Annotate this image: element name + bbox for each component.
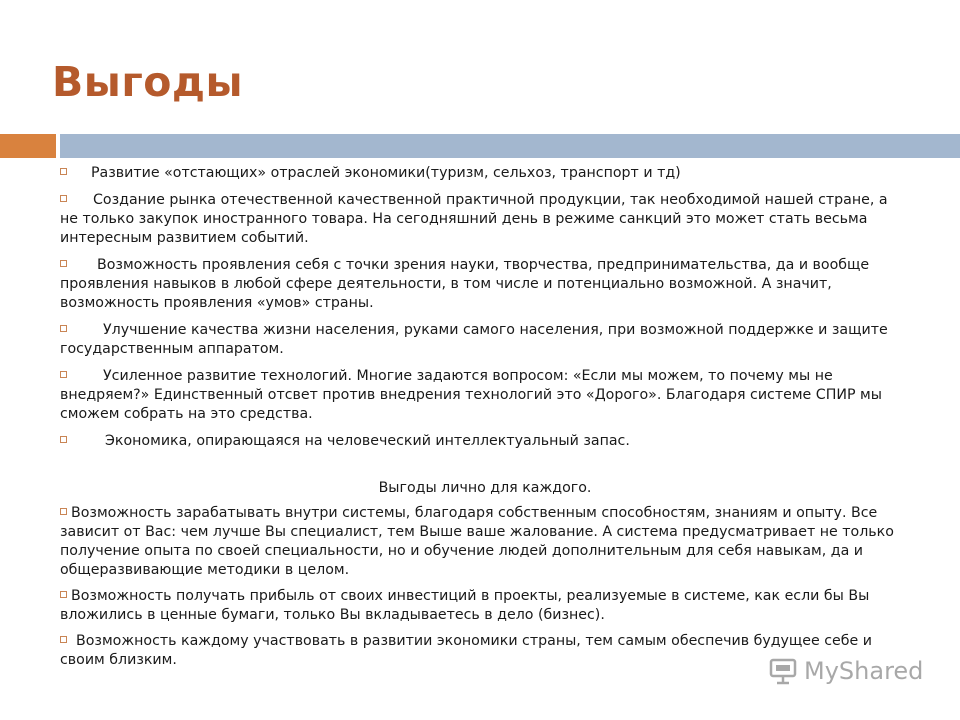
section-subheading: Выгоды лично для каждого.: [378, 480, 592, 496]
list-item: [60, 587, 910, 625]
list-item: [60, 504, 910, 580]
list-item-text: Развитие «отстающих» отраслей экономики(туризм, сельхоз, транспорт и тд): [91, 165, 681, 181]
list-item-text: Возможность каждому участвовать в развитии экономики страны, тем самым обеспечив будущее себе и своим близким.: [60, 633, 872, 668]
list-item: [60, 432, 910, 451]
list-item: [60, 321, 910, 359]
list-item: [60, 191, 910, 248]
square-bullet-icon: [60, 436, 67, 443]
list-item: [60, 367, 910, 424]
slide-content: [60, 164, 910, 677]
list-item: [60, 164, 910, 183]
square-bullet-icon: [60, 260, 67, 267]
square-bullet-icon: [60, 636, 67, 643]
accent-bar-orange: [0, 134, 56, 158]
square-bullet-icon: [60, 591, 67, 598]
watermark-text: MyShared: [804, 657, 924, 685]
square-bullet-icon: [60, 371, 67, 378]
list-item-text: Экономика, опирающаяся на человеческий интеллектуальный запас.: [105, 433, 630, 449]
square-bullet-icon: [60, 168, 67, 175]
list-item-text: Усиленное развитие технологий. Многие задаются вопросом: «Если мы можем, то почему мы не внедряем?» Единственный отсвет против внедрения технологий это «Дорого». Благодаря системе СПИР мы сможем собрать на это средства.: [60, 368, 882, 422]
list-item-text: Улучшение качества жизни населения, руками самого населения, при возможной поддержке и защите государственным аппаратом.: [60, 322, 888, 357]
watermark: [768, 656, 923, 686]
square-bullet-icon: [60, 508, 67, 515]
square-bullet-icon: [60, 195, 67, 202]
list-item-text: Возможность проявления себя с точки зрения науки, творчества, предпринимательства, да и вообще проявления навыков в любой сфере деятельности, в том числе и потенциально возможной. А значит, возможность проявления «умов» страны.: [60, 257, 870, 311]
list-item-text: Возможность получать прибыль от своих инвестиций в проекты, реализуемые в системе, как если бы Вы вложились в ценные бумаги, только Вы вкладываетесь в дело (бизнес).: [60, 588, 870, 623]
slide-title: Выгоды: [52, 58, 244, 106]
list-item-text: Возможность зарабатывать внутри системы, благодаря собственным способностям, знаниям и опыту. Все зависит от Вас: чем лучше Вы специалист, тем Выше ваше жалование. А система предусматривает не только получение опыта по своей специальности, но и обучение людей дополнительным для себя навыкам, да и общеразвивающие методики в целом.: [60, 505, 894, 578]
accent-bar-blue: [60, 134, 960, 158]
projector-screen-icon: [768, 656, 798, 686]
square-bullet-icon: [60, 325, 67, 332]
list-item-text: Создание рынка отечественной качественной практичной продукции, так необходимой нашей стране, а не только закупок иностранного товара. На сегодняшний день в режиме санкций это может стать весьма интересным развитием событий.: [60, 192, 888, 246]
list-item: [60, 256, 910, 313]
